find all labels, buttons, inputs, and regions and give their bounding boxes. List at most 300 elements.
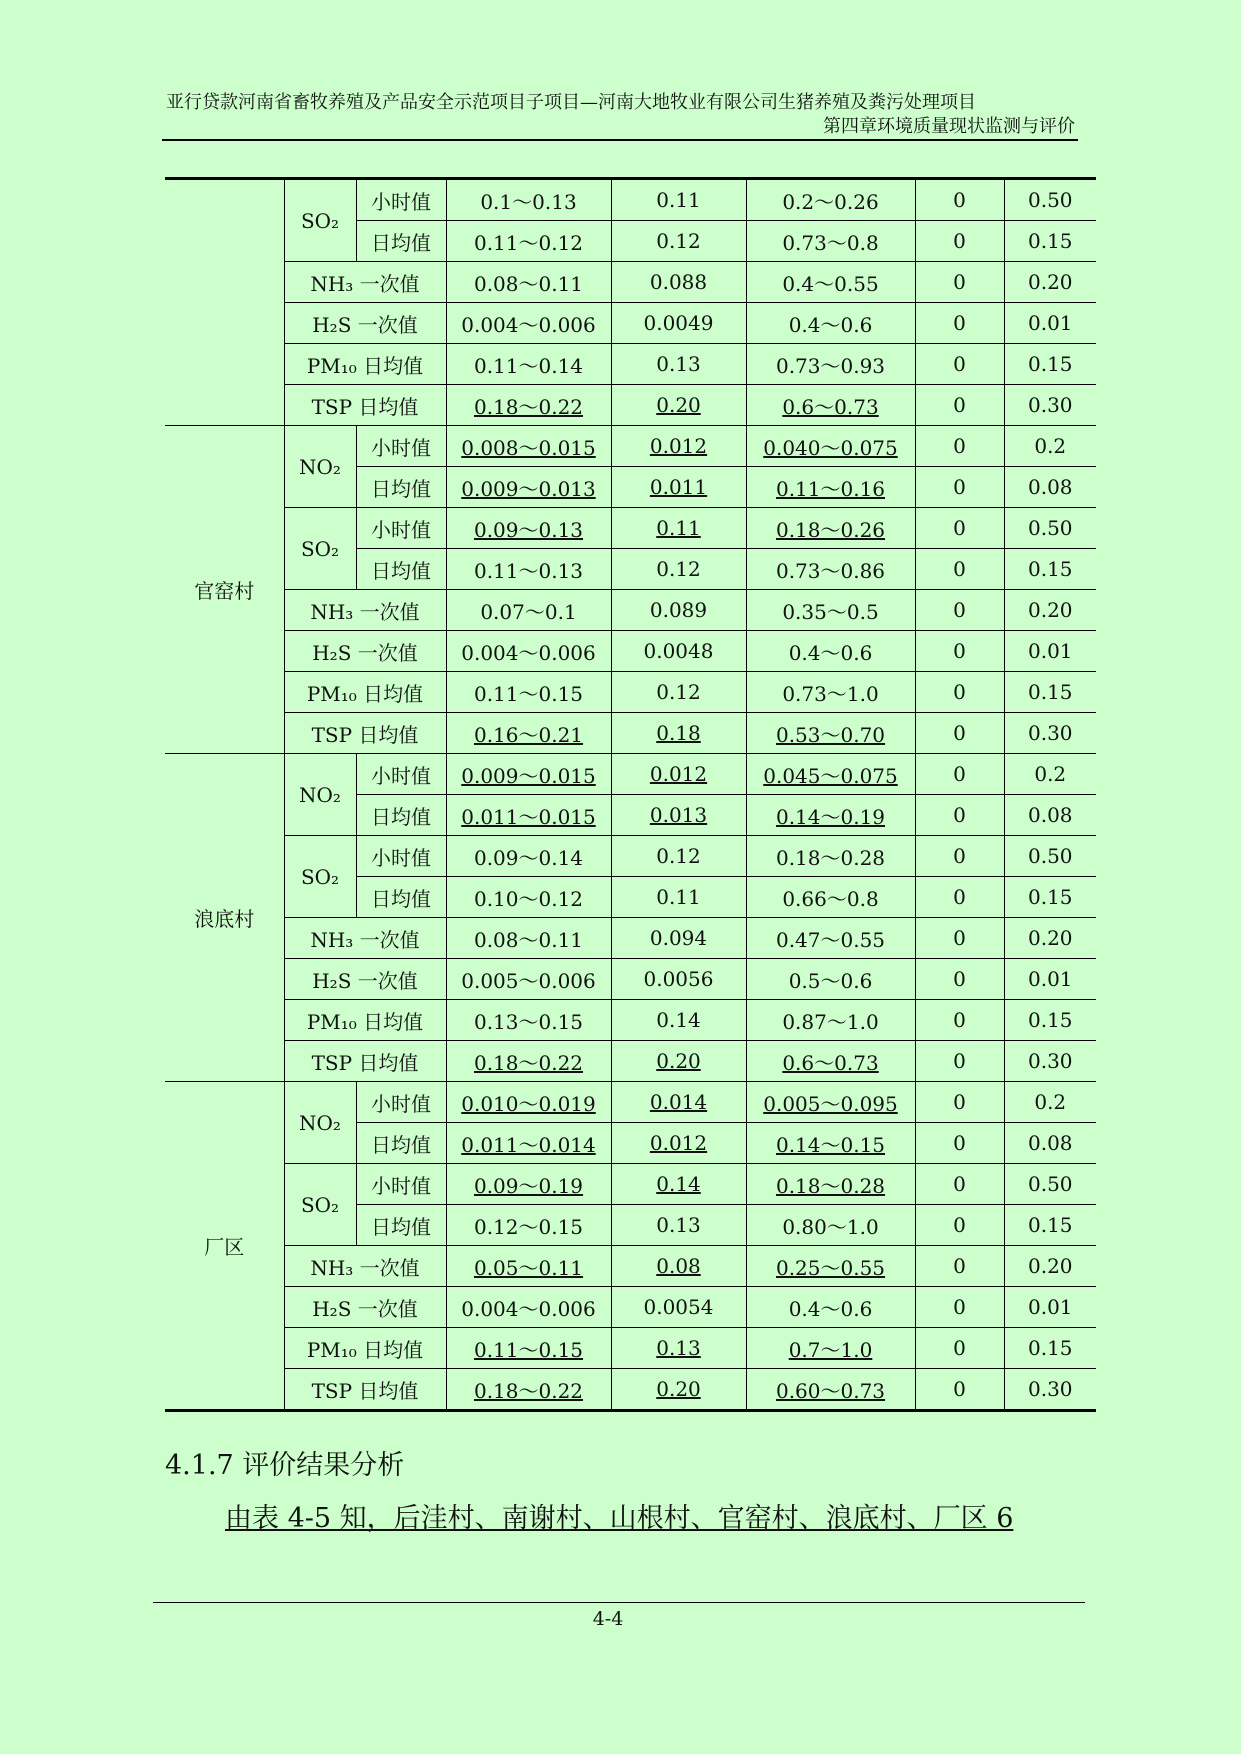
range-text: 0.11～0.13 — [473, 558, 584, 583]
index-text: 0.87～1.0 — [782, 1009, 879, 1034]
avg-text: 0.20 — [656, 1049, 701, 1073]
max-cell: 0.08 — [1004, 1123, 1096, 1164]
footer-rule — [153, 1602, 1085, 1603]
pollutant-label-cell: H₂S 一次值 — [284, 959, 446, 1000]
avg-text: 0.11 — [656, 885, 701, 909]
avg-text: 0.13 — [656, 1336, 701, 1360]
avg-text: 0.0049 — [643, 311, 714, 335]
range-text: 0.08～0.11 — [473, 927, 584, 952]
avg-text: 0.012 — [649, 434, 708, 458]
avg-cell — [611, 1328, 746, 1369]
max-cell: 0.30 — [1004, 385, 1096, 426]
pollutant-cell: NO₂ — [284, 1082, 356, 1164]
range-text: 0.004～0.006 — [461, 312, 596, 337]
max-cell: 0.01 — [1004, 303, 1096, 344]
index-cell — [746, 344, 915, 385]
index-text: 0.47～0.55 — [775, 927, 886, 952]
range-text: 0.005～0.006 — [461, 968, 596, 993]
max-cell: 0.15 — [1004, 1328, 1096, 1369]
range-cell — [446, 754, 611, 795]
max-cell: 0.01 — [1004, 959, 1096, 1000]
range-text: 0.11～0.15 — [473, 1337, 584, 1362]
index-cell — [746, 1041, 915, 1082]
avg-cell — [611, 631, 746, 672]
site-cell — [165, 179, 284, 426]
avg-cell — [611, 754, 746, 795]
exceed-cell: 0 — [915, 426, 1004, 467]
table-body — [165, 179, 1096, 1411]
exceed-cell: 0 — [915, 262, 1004, 303]
exceed-cell: 0 — [915, 836, 1004, 877]
running-header-chapter: 第四章环境质量现状监测与评价 — [823, 116, 1075, 137]
max-cell: 0.15 — [1004, 1205, 1096, 1246]
avg-cell — [611, 1369, 746, 1411]
avg-cell — [611, 1041, 746, 1082]
avg-cell — [611, 590, 746, 631]
avg-text: 0.11 — [656, 516, 701, 540]
range-text: 0.010～0.019 — [461, 1091, 596, 1116]
table-row — [165, 262, 1096, 303]
range-text: 0.18～0.22 — [473, 1050, 584, 1075]
range-text: 0.011～0.015 — [461, 804, 596, 829]
exceed-cell: 0 — [915, 672, 1004, 713]
index-cell — [746, 385, 915, 426]
max-cell: 0.50 — [1004, 836, 1096, 877]
range-text: 0.09～0.19 — [473, 1173, 584, 1198]
index-text: 0.73～0.93 — [775, 353, 886, 378]
avg-cell — [611, 877, 746, 918]
table-row — [165, 959, 1096, 1000]
site-cell: 浪底村 — [165, 754, 284, 1082]
index-cell — [746, 426, 915, 467]
avg-cell — [611, 959, 746, 1000]
index-text: 0.045～0.075 — [763, 763, 898, 788]
range-cell — [446, 344, 611, 385]
index-text: 0.4～0.6 — [788, 640, 873, 665]
index-cell — [746, 959, 915, 1000]
exceed-cell: 0 — [915, 179, 1004, 221]
index-cell — [746, 836, 915, 877]
range-text: 0.13～0.15 — [473, 1009, 584, 1034]
exceed-cell: 0 — [915, 1000, 1004, 1041]
avg-text: 0.0056 — [643, 967, 714, 991]
index-cell — [746, 1205, 915, 1246]
avg-text: 0.20 — [656, 1377, 701, 1401]
range-cell — [446, 918, 611, 959]
range-text: 0.11～0.15 — [473, 681, 584, 706]
avg-text: 0.12 — [656, 229, 701, 253]
pollutant-label-cell: TSP 日均值 — [284, 1041, 446, 1082]
exceed-cell: 0 — [915, 1246, 1004, 1287]
range-cell — [446, 1328, 611, 1369]
range-cell — [446, 631, 611, 672]
avg-cell — [611, 672, 746, 713]
index-cell — [746, 1123, 915, 1164]
index-cell — [746, 1287, 915, 1328]
index-text: 0.4～0.55 — [782, 271, 879, 296]
index-text: 0.80～1.0 — [782, 1214, 879, 1239]
value-type-cell: 小时值 — [356, 1164, 446, 1205]
index-text: 0.73～1.0 — [782, 681, 879, 706]
range-cell — [446, 1041, 611, 1082]
table-row — [165, 1246, 1096, 1287]
index-text: 0.35～0.5 — [782, 599, 879, 624]
index-cell — [746, 221, 915, 262]
max-cell: 0.20 — [1004, 262, 1096, 303]
table-row — [165, 918, 1096, 959]
exceed-cell: 0 — [915, 385, 1004, 426]
index-text: 0.4～0.6 — [788, 1296, 873, 1321]
avg-cell — [611, 344, 746, 385]
index-cell — [746, 631, 915, 672]
avg-text: 0.14 — [656, 1172, 701, 1196]
avg-cell — [611, 1000, 746, 1041]
range-cell — [446, 1123, 611, 1164]
max-cell: 0.2 — [1004, 426, 1096, 467]
exceed-cell: 0 — [915, 631, 1004, 672]
index-text: 0.25～0.55 — [775, 1255, 886, 1280]
header-rule — [162, 139, 1078, 141]
range-cell — [446, 549, 611, 590]
max-cell: 0.01 — [1004, 1287, 1096, 1328]
table-row — [165, 426, 1096, 467]
pollutant-label-cell: NH₃ 一次值 — [284, 1246, 446, 1287]
range-cell — [446, 508, 611, 549]
exceed-cell: 0 — [915, 1041, 1004, 1082]
exceed-cell: 0 — [915, 590, 1004, 631]
max-cell: 0.15 — [1004, 221, 1096, 262]
range-cell — [446, 426, 611, 467]
max-cell: 0.08 — [1004, 795, 1096, 836]
section-heading: 4.1.7 评价结果分析 — [165, 1450, 405, 1481]
avg-text: 0.08 — [656, 1254, 701, 1278]
air-quality-table — [165, 177, 1096, 1412]
range-cell — [446, 713, 611, 754]
exceed-cell: 0 — [915, 877, 1004, 918]
max-cell: 0.01 — [1004, 631, 1096, 672]
range-cell — [446, 672, 611, 713]
value-type-cell: 日均值 — [356, 467, 446, 508]
index-text: 0.4～0.6 — [788, 312, 873, 337]
range-cell — [446, 590, 611, 631]
range-text: 0.008～0.015 — [461, 435, 596, 460]
max-cell: 0.2 — [1004, 1082, 1096, 1123]
index-cell — [746, 508, 915, 549]
index-cell — [746, 467, 915, 508]
index-text: 0.14～0.15 — [775, 1132, 886, 1157]
exceed-cell: 0 — [915, 918, 1004, 959]
pollutant-cell: NO₂ — [284, 754, 356, 836]
avg-text: 0.088 — [649, 270, 708, 294]
index-text: 0.60～0.73 — [775, 1378, 886, 1403]
avg-text: 0.013 — [649, 803, 708, 827]
pollutant-cell: SO₂ — [284, 508, 356, 590]
page-number: 4-4 — [592, 1608, 624, 1630]
range-text: 0.1～0.13 — [480, 189, 577, 214]
range-cell — [446, 303, 611, 344]
exceed-cell: 0 — [915, 344, 1004, 385]
max-cell: 0.50 — [1004, 1164, 1096, 1205]
index-cell — [746, 754, 915, 795]
site-cell: 官窑村 — [165, 426, 284, 754]
index-cell — [746, 1164, 915, 1205]
pollutant-label-cell: H₂S 一次值 — [284, 631, 446, 672]
exceed-cell: 0 — [915, 549, 1004, 590]
index-text: 0.005～0.095 — [763, 1091, 898, 1116]
avg-text: 0.18 — [656, 721, 701, 745]
table-row — [165, 590, 1096, 631]
pollutant-label-cell: H₂S 一次值 — [284, 1287, 446, 1328]
table-row — [165, 179, 1096, 221]
exceed-cell: 0 — [915, 713, 1004, 754]
max-cell: 0.15 — [1004, 344, 1096, 385]
table-row — [165, 631, 1096, 672]
avg-text: 0.012 — [649, 762, 708, 786]
exceed-cell: 0 — [915, 467, 1004, 508]
range-cell — [446, 959, 611, 1000]
avg-cell — [611, 179, 746, 221]
exceed-cell: 0 — [915, 795, 1004, 836]
avg-cell — [611, 385, 746, 426]
index-text: 0.73～0.8 — [782, 230, 879, 255]
max-cell: 0.08 — [1004, 467, 1096, 508]
range-cell — [446, 795, 611, 836]
avg-text: 0.13 — [656, 352, 701, 376]
index-cell — [746, 303, 915, 344]
value-type-cell: 日均值 — [356, 1205, 446, 1246]
table-row — [165, 303, 1096, 344]
max-cell: 0.30 — [1004, 1369, 1096, 1411]
avg-cell — [611, 713, 746, 754]
avg-text: 0.089 — [649, 598, 708, 622]
exceed-cell: 0 — [915, 508, 1004, 549]
table-row — [165, 1000, 1096, 1041]
range-text: 0.011～0.014 — [461, 1132, 596, 1157]
value-type-cell: 小时值 — [356, 508, 446, 549]
avg-text: 0.13 — [656, 1213, 701, 1237]
index-text: 0.5～0.6 — [788, 968, 873, 993]
avg-text: 0.011 — [649, 475, 708, 499]
pollutant-label-cell: TSP 日均值 — [284, 1369, 446, 1411]
index-text: 0.18～0.26 — [775, 517, 886, 542]
index-text: 0.7～1.0 — [788, 1337, 873, 1362]
index-cell — [746, 590, 915, 631]
range-text: 0.09～0.14 — [473, 845, 584, 870]
index-cell — [746, 549, 915, 590]
pollutant-cell: NO₂ — [284, 426, 356, 508]
avg-cell — [611, 303, 746, 344]
avg-cell — [611, 1164, 746, 1205]
index-cell — [746, 1369, 915, 1411]
avg-cell — [611, 1082, 746, 1123]
range-text: 0.12～0.15 — [473, 1214, 584, 1239]
body-paragraph: 由表 4-5 知，后洼村、南谢村、山根村、官窑村、浪底村、厂区 6 — [225, 1503, 1014, 1534]
table-row — [165, 1287, 1096, 1328]
index-cell — [746, 1246, 915, 1287]
avg-cell — [611, 1287, 746, 1328]
value-type-cell: 小时值 — [356, 179, 446, 221]
range-cell — [446, 1369, 611, 1411]
table-row — [165, 1082, 1096, 1123]
avg-cell — [611, 426, 746, 467]
max-cell: 0.20 — [1004, 590, 1096, 631]
table-row — [165, 672, 1096, 713]
index-cell — [746, 1000, 915, 1041]
range-cell — [446, 836, 611, 877]
index-text: 0.6～0.73 — [782, 1050, 879, 1075]
range-cell — [446, 385, 611, 426]
range-text: 0.009～0.015 — [461, 763, 596, 788]
pollutant-label-cell: NH₃ 一次值 — [284, 262, 446, 303]
pollutant-label-cell: PM₁₀ 日均值 — [284, 1328, 446, 1369]
avg-text: 0.0048 — [643, 639, 714, 663]
index-cell — [746, 1082, 915, 1123]
table-row — [165, 836, 1096, 877]
index-cell — [746, 918, 915, 959]
range-text: 0.004～0.006 — [461, 1296, 596, 1321]
index-text: 0.18～0.28 — [775, 1173, 886, 1198]
range-text: 0.004～0.006 — [461, 640, 596, 665]
range-cell — [446, 1205, 611, 1246]
value-type-cell: 日均值 — [356, 221, 446, 262]
exceed-cell: 0 — [915, 1082, 1004, 1123]
pollutant-label-cell: PM₁₀ 日均值 — [284, 672, 446, 713]
exceed-cell: 0 — [915, 1164, 1004, 1205]
value-type-cell: 小时值 — [356, 754, 446, 795]
avg-cell — [611, 508, 746, 549]
max-cell: 0.15 — [1004, 672, 1096, 713]
pollutant-label-cell: TSP 日均值 — [284, 713, 446, 754]
avg-cell — [611, 836, 746, 877]
value-type-cell: 小时值 — [356, 836, 446, 877]
max-cell: 0.15 — [1004, 549, 1096, 590]
table-row — [165, 1041, 1096, 1082]
pollutant-cell: SO₂ — [284, 836, 356, 918]
avg-text: 0.12 — [656, 557, 701, 581]
range-cell — [446, 1082, 611, 1123]
exceed-cell: 0 — [915, 1287, 1004, 1328]
table-row — [165, 1369, 1096, 1411]
index-text: 0.73～0.86 — [775, 558, 886, 583]
exceed-cell: 0 — [915, 959, 1004, 1000]
pollutant-label-cell: TSP 日均值 — [284, 385, 446, 426]
max-cell: 0.30 — [1004, 713, 1096, 754]
avg-cell — [611, 1246, 746, 1287]
avg-text: 0.12 — [656, 844, 701, 868]
avg-cell — [611, 467, 746, 508]
max-cell: 0.30 — [1004, 1041, 1096, 1082]
index-text: 0.11～0.16 — [775, 476, 886, 501]
range-text: 0.05～0.11 — [473, 1255, 584, 1280]
avg-text: 0.0054 — [643, 1295, 714, 1319]
exceed-cell: 0 — [915, 1123, 1004, 1164]
avg-cell — [611, 795, 746, 836]
table-row — [165, 754, 1096, 795]
range-text: 0.18～0.22 — [473, 1378, 584, 1403]
index-cell — [746, 713, 915, 754]
table-row — [165, 713, 1096, 754]
pollutant-label-cell: NH₃ 一次值 — [284, 590, 446, 631]
range-text: 0.11～0.14 — [473, 353, 584, 378]
avg-cell — [611, 221, 746, 262]
max-cell: 0.15 — [1004, 877, 1096, 918]
range-cell — [446, 179, 611, 221]
table-row — [165, 385, 1096, 426]
range-cell — [446, 877, 611, 918]
max-cell: 0.2 — [1004, 754, 1096, 795]
avg-cell — [611, 549, 746, 590]
index-cell — [746, 262, 915, 303]
range-cell — [446, 1246, 611, 1287]
avg-text: 0.20 — [656, 393, 701, 417]
avg-cell — [611, 918, 746, 959]
value-type-cell: 小时值 — [356, 426, 446, 467]
avg-text: 0.094 — [649, 926, 708, 950]
pollutant-cell: SO₂ — [284, 1164, 356, 1246]
exceed-cell: 0 — [915, 303, 1004, 344]
pollutant-label-cell: NH₃ 一次值 — [284, 918, 446, 959]
index-cell — [746, 179, 915, 221]
value-type-cell: 日均值 — [356, 795, 446, 836]
max-cell: 0.20 — [1004, 918, 1096, 959]
avg-text: 0.14 — [656, 1008, 701, 1032]
exceed-cell: 0 — [915, 1328, 1004, 1369]
index-text: 0.040～0.075 — [763, 435, 898, 460]
pollutant-cell: SO₂ — [284, 179, 356, 262]
pollutant-label-cell: PM₁₀ 日均值 — [284, 1000, 446, 1041]
index-text: 0.2～0.26 — [782, 189, 879, 214]
range-cell — [446, 221, 611, 262]
avg-cell — [611, 1205, 746, 1246]
max-cell: 0.15 — [1004, 1000, 1096, 1041]
value-type-cell: 日均值 — [356, 1123, 446, 1164]
exceed-cell: 0 — [915, 1205, 1004, 1246]
running-header-title: 亚行贷款河南省畜牧养殖及产品安全示范项目子项目—河南大地牧业有限公司生猪养殖及粪污处理项目 — [166, 92, 976, 113]
index-text: 0.18～0.28 — [775, 845, 886, 870]
table-row — [165, 1164, 1096, 1205]
range-cell — [446, 262, 611, 303]
range-text: 0.11～0.12 — [473, 230, 584, 255]
value-type-cell: 日均值 — [356, 877, 446, 918]
avg-text: 0.012 — [649, 1131, 708, 1155]
site-cell: 厂区 — [165, 1082, 284, 1411]
index-text: 0.14～0.19 — [775, 804, 886, 829]
index-text: 0.66～0.8 — [782, 886, 879, 911]
range-cell — [446, 1164, 611, 1205]
table-row — [165, 1328, 1096, 1369]
exceed-cell: 0 — [915, 221, 1004, 262]
index-text: 0.53～0.70 — [775, 722, 886, 747]
range-text: 0.009～0.013 — [461, 476, 596, 501]
avg-cell — [611, 262, 746, 303]
range-text: 0.09～0.13 — [473, 517, 584, 542]
index-cell — [746, 795, 915, 836]
exceed-cell: 0 — [915, 1369, 1004, 1411]
pollutant-label-cell: PM₁₀ 日均值 — [284, 344, 446, 385]
max-cell: 0.50 — [1004, 508, 1096, 549]
range-text: 0.10～0.12 — [473, 886, 584, 911]
pollutant-label-cell: H₂S 一次值 — [284, 303, 446, 344]
index-cell — [746, 1328, 915, 1369]
index-cell — [746, 877, 915, 918]
range-cell — [446, 467, 611, 508]
avg-text: 0.11 — [656, 188, 701, 212]
range-cell — [446, 1000, 611, 1041]
avg-text: 0.014 — [649, 1090, 708, 1114]
max-cell: 0.50 — [1004, 179, 1096, 221]
index-text: 0.6～0.73 — [782, 394, 879, 419]
range-text: 0.16～0.21 — [473, 722, 584, 747]
